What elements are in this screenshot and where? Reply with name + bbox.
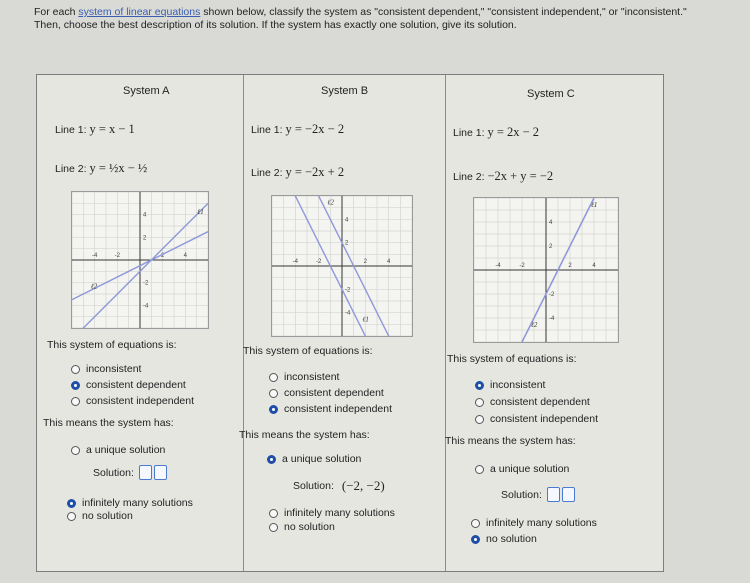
system-c-means-option-unique[interactable]: a unique solution <box>475 463 569 475</box>
system-c-line-1: Line 1: y = 2x − 2 <box>453 125 540 139</box>
system-b-graph <box>271 195 413 337</box>
system-a-title: System A <box>123 85 170 97</box>
y-tick-label: 2 <box>345 240 349 247</box>
radio-icon[interactable] <box>67 499 76 508</box>
x-tick-label: -2 <box>114 253 121 259</box>
system-b-title: System B <box>321 85 369 97</box>
system-a-class-option-inconsistent[interactable]: inconsistent <box>71 363 141 375</box>
series-label-l1: ℓ1 <box>362 315 369 324</box>
series-label-l2: ℓ2 <box>90 282 98 291</box>
system-a-class-option-consistent-dependent[interactable]: consistent dependent <box>71 379 186 391</box>
y-tick-label: 4 <box>345 217 349 224</box>
x-tick-label: -4 <box>495 263 501 269</box>
system-b-plot <box>272 196 412 336</box>
system-a-line-1: Line 1: y = x − 1 <box>55 122 135 136</box>
system-a-means-option-infinite[interactable]: infinitely many solutions <box>67 497 193 509</box>
radio-icon[interactable] <box>471 519 480 528</box>
system-b-line-2: Line 2: y = −2x + 2 <box>251 165 345 179</box>
radio-icon[interactable] <box>269 405 278 414</box>
system-b-line-1: Line 1: y = −2x − 2 <box>251 122 345 136</box>
x-tick-label: 2 <box>568 263 572 269</box>
x-tick-label: 2 <box>363 259 368 265</box>
system-c-column <box>445 75 663 571</box>
solution-value: (−2, −2) <box>341 478 385 493</box>
y-tick-label: 2 <box>143 235 147 242</box>
x-tick-label: 4 <box>183 253 188 259</box>
radio-icon[interactable] <box>71 365 80 374</box>
system-b-classify-prompt: This system of equations is: <box>243 345 373 357</box>
solution-y-input[interactable] <box>562 487 575 502</box>
instructions-line-1: For each system of linear equations shown below, classify the system as "consistent dependent," "consistent independent," or "inconsistent." <box>34 6 687 18</box>
systems-panel <box>36 74 664 572</box>
system-b-class-option-consistent-dependent[interactable]: consistent dependent <box>269 387 384 399</box>
y-tick-label: -2 <box>345 287 351 294</box>
system-b-means-option-none[interactable]: no solution <box>269 521 335 533</box>
radio-icon[interactable] <box>71 446 80 455</box>
radio-icon[interactable] <box>475 398 484 407</box>
radio-icon[interactable] <box>475 465 484 474</box>
system-c-means-option-none[interactable]: no solution <box>471 533 537 545</box>
y-tick-label: -2 <box>143 280 149 287</box>
radio-icon[interactable] <box>71 381 80 390</box>
system-c-title: System C <box>527 88 575 100</box>
series-label-l1: ℓ1 <box>197 207 204 216</box>
series-label-l1: ℓ1 <box>591 201 598 209</box>
system-c-line-2: Line 2: −2x + y = −2 <box>453 169 554 183</box>
series-label-l2: ℓ2 <box>327 198 334 207</box>
system-c-class-option-consistent-independent[interactable]: consistent independent <box>475 413 598 425</box>
system-b-means-prompt: This means the system has: <box>239 429 370 441</box>
system-a-class-option-consistent-independent[interactable]: consistent independent <box>71 395 194 407</box>
system-c-plot <box>474 198 618 342</box>
radio-icon[interactable] <box>471 535 480 544</box>
system-b-class-option-consistent-independent[interactable]: consistent independent <box>269 403 392 415</box>
solution-y-input[interactable] <box>154 465 167 480</box>
solution-x-input[interactable] <box>139 465 152 480</box>
linear-systems-link[interactable]: system of linear equations <box>78 6 201 18</box>
system-c-classify-prompt: This system of equations is: <box>447 353 577 365</box>
y-tick-label: -4 <box>143 303 149 310</box>
system-b-means-option-unique[interactable]: a unique solution <box>267 453 361 465</box>
system-b-class-option-inconsistent[interactable]: inconsistent <box>269 371 339 383</box>
system-a-classify-prompt: This system of equations is: <box>47 339 177 351</box>
system-a-plot <box>72 192 208 328</box>
radio-icon[interactable] <box>269 389 278 398</box>
x-tick-label: -2 <box>519 263 525 269</box>
radio-icon[interactable] <box>475 415 484 424</box>
y-tick-label: 4 <box>143 212 147 219</box>
system-b-column <box>239 75 446 571</box>
x-tick-label: -2 <box>315 259 322 265</box>
system-b-solution: Solution: (−2, −2) <box>293 478 385 493</box>
system-c-graph <box>473 197 619 343</box>
system-c-class-option-inconsistent[interactable]: inconsistent <box>475 379 545 391</box>
x-tick-label: 4 <box>592 263 596 269</box>
radio-icon[interactable] <box>267 455 276 464</box>
system-c-means-option-infinite[interactable]: infinitely many solutions <box>471 517 597 529</box>
radio-icon[interactable] <box>269 523 278 532</box>
radio-icon[interactable] <box>475 381 484 390</box>
instructions-line-2: Then, choose the best description of its solution. If the system has exactly one solution, give its solution. <box>34 19 517 31</box>
radio-icon[interactable] <box>269 509 278 518</box>
system-b-means-option-infinite[interactable]: infinitely many solutions <box>269 507 395 519</box>
system-a-graph <box>71 191 209 329</box>
system-a-means-prompt: This means the system has: <box>43 417 174 429</box>
x-tick-label: 4 <box>386 259 391 265</box>
instructions <box>34 6 734 32</box>
solution-x-input[interactable] <box>547 487 560 502</box>
y-tick-label: -4 <box>549 316 555 322</box>
radio-icon[interactable] <box>71 397 80 406</box>
system-a-solution: Solution: <box>93 465 167 480</box>
radio-icon[interactable] <box>67 512 76 521</box>
x-tick-label: -4 <box>91 253 98 259</box>
x-tick-label: 2 <box>160 253 165 259</box>
y-tick-label: -4 <box>345 310 351 317</box>
system-a-means-option-unique[interactable]: a unique solution <box>71 444 165 456</box>
system-c-solution: Solution: <box>501 487 575 502</box>
y-tick-label: 2 <box>549 244 553 250</box>
system-a-line-2: Line 2: y = ½x − ½ <box>55 161 148 175</box>
system-a-means-option-none[interactable]: no solution <box>67 510 133 522</box>
system-c-class-option-consistent-dependent[interactable]: consistent dependent <box>475 396 590 408</box>
y-tick-label: -2 <box>549 292 555 298</box>
y-tick-label: 4 <box>549 220 553 226</box>
series-label-l2: ℓ2 <box>531 321 538 329</box>
system-c-means-prompt: This means the system has: <box>445 435 576 447</box>
system-a-column <box>37 75 244 571</box>
x-tick-label: -4 <box>292 259 299 265</box>
radio-icon[interactable] <box>269 373 278 382</box>
